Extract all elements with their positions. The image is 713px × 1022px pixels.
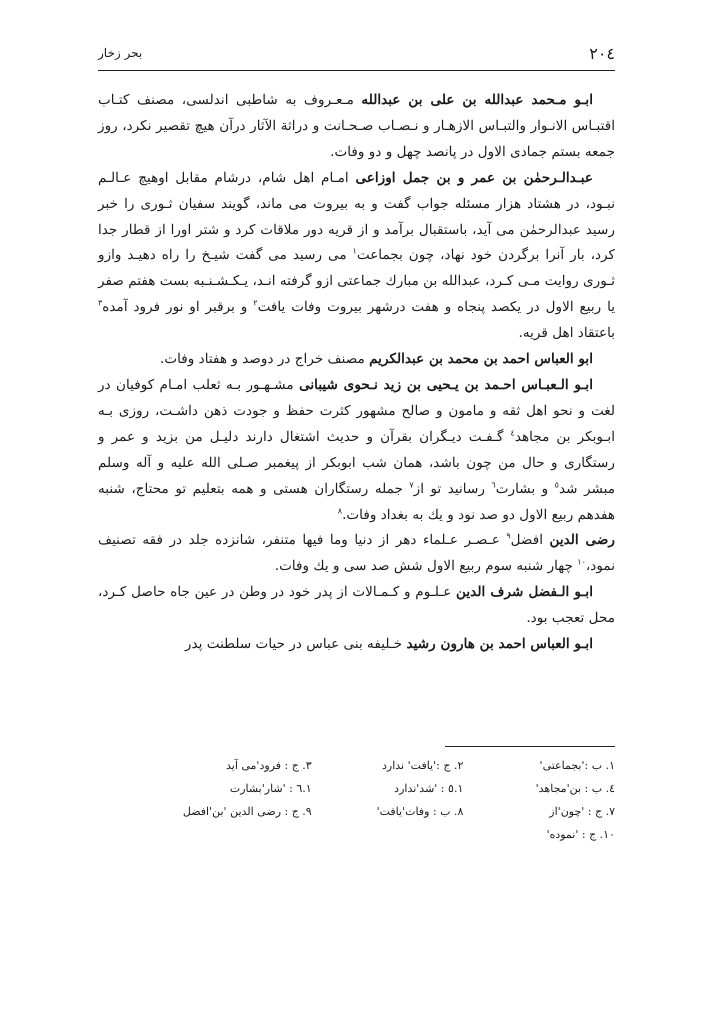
footnote [312, 823, 464, 846]
paragraph [98, 88, 615, 166]
footnote: ۷. ج : 'چون'از [549, 805, 615, 818]
footnote-ref[interactable]: ٦ [491, 480, 496, 490]
paragraph-text: باعتقاد اهل قریه. [518, 325, 615, 342]
footnote-ref[interactable]: ۸ [337, 505, 343, 515]
main-text [98, 88, 615, 658]
paragraph [98, 528, 615, 580]
footnote-ref[interactable]: ۱۰ [577, 557, 586, 567]
paragraph-text: عـصـر عـلماء دهر از دنیا وما فیها متنفر، شانزده جلد در فقه تصنیف نمود، [98, 532, 615, 575]
person-name: ابـو الـعبـاس احـمد بن یـحیی بن زید نـحوی شیبانی [299, 376, 593, 393]
footnote-ref[interactable]: ۳ [98, 298, 103, 308]
footnote: ۹. ج : رضی الدین 'بن'افضل [182, 805, 312, 818]
person-name: عبـدالـرحمٰن بن عمر و بن جمل اوزاعی [355, 169, 593, 186]
footnote-ref[interactable]: ۱ [352, 246, 357, 256]
footnote-divider [445, 746, 615, 747]
paragraph [98, 347, 615, 373]
paragraph-text: مـعـروف به شاطبی اندلسی، مصنف کتـاب اقتبـاس الانـوار والتبـاس الازهـار و نـصـاب صـحـانت و دراثة الآثار درآن هیچ تقصیر نکرد، روز جمعه بستم جمادی الاول در پانصد چهل و دو وفات. [98, 92, 615, 160]
footnote-ref[interactable]: ٤ [510, 428, 515, 438]
footnote-ref[interactable]: ۲ [253, 298, 258, 308]
footnote-ref[interactable]: ٥ [554, 480, 559, 490]
paragraph-text: و برقبر او نور فرود آمده [102, 299, 254, 316]
paragraph-text: مصنف خراج در دوصد و هفتاد وفات. [160, 351, 370, 368]
paragraph-text: عـلـوم و کـمـالات از پدر خود در وطن در عین جاه حاصل کـرد، محل تعجب بود. [98, 584, 615, 627]
footnote-ref[interactable]: ۹ [506, 531, 511, 541]
paragraph-text: رسانید تو از [413, 480, 492, 497]
paragraph-text: و بشارت [495, 480, 555, 497]
footnote: ٤. ب : بن'مجاهد' [535, 782, 615, 795]
paragraph-text: جمله رستگاران هستی و همه بتعلیم تو محتاج، شنبه هفدهم ربیع الاول دو صد نود و یك به بغداد وفات. [98, 480, 615, 523]
footnote: ۱.٦ : 'شار'بشارت [229, 782, 312, 795]
footnote-row [160, 823, 615, 846]
paragraph [98, 166, 615, 347]
paragraph-text: گـفـت دیـگران بقرآن و حدیث اشتغال دارند دلیـل من بزید و عمر و رستگاری و حال من چون باشد، همان شب ابوبکر از پیغمبر صـلی الله علیه و آله وسلم مبشر شد [98, 428, 615, 497]
paragraph [98, 580, 615, 632]
paragraph-text: می رسید می گفت شیـخ را راه دهیـد وازو ثـوری روایت مـی کـرد، عبدالله بن مبارك جماعتی ازو گرفته انـد، یـکـشـنـبه بست هفتم صفر یا ربیع الاول در یکصد پنجاه و هفت درشهر بیروت وفات یافت [98, 247, 615, 316]
person-name: ابو العباس احمد بن محمد بن عبدالکریم [369, 351, 593, 368]
paragraph-text: خـلیفه بنی عباس در حیات سلطنت پدر [184, 636, 407, 653]
footnote: ۱. ب :'بجماعتی' [539, 759, 615, 772]
page-header [98, 42, 615, 71]
footnote: ۳. ج : فرود'می آید [225, 759, 312, 772]
person-name: ابـو مـحمد عبدالله بن علی بن عبدالله [361, 92, 593, 108]
person-name: ابـو العباس احمد بن هارون رشید [406, 636, 593, 653]
footnote: ۱.٥ : 'شد'ندارد [394, 782, 464, 795]
paragraph-text: مشـهـور بـه ثعلب امـام کوفیان در لغت و نحو اهل ثقه و مامون و صالح مشهور کثرت حفظ و جودت ذهن داشـت، روزی بـه ابـوبکر بن مجاهد [98, 376, 615, 445]
footnote-row [160, 754, 615, 777]
paragraph-text: چهار شنبه سوم ربیع الاول شش صد سی و یك وفات. [274, 558, 578, 575]
footnote-row [160, 800, 615, 823]
paragraph [98, 632, 615, 658]
footnote-ref[interactable]: ۷ [409, 480, 414, 490]
person-name: رضی الدین [549, 532, 615, 549]
footnote [160, 823, 312, 846]
footnote: ۱۰. ج : 'نموده' [546, 828, 615, 841]
person-name: ابـو الـفضل شرف الدین [456, 584, 593, 601]
footnotes [160, 754, 615, 846]
footnote: ۲. ج :'یافت' ندارد [382, 759, 464, 772]
running-title: بحر زخار [98, 46, 143, 60]
footnote: ۸. ب : وفات'یافت' [376, 805, 464, 818]
paragraph-text: افضل [510, 532, 550, 549]
paragraph [98, 373, 615, 528]
paragraph-text: امـام اهل شام، درشام مقابل اوهیچ عـالـم نبـود، در هشتاد هزار مسئله جواب گفت و به بیروت می ماند، گویند سفیان ثـوری را خبر رسید عبدالرحمٰن می آید، باستقبال برآمد و از قریه دور ملاقات کرد و شتر اورا از قطار جدا کرد، بار آنرا برگردن خود نهاد، چون بجماعت [98, 169, 615, 264]
page-number: ۲۰٤ [589, 44, 615, 63]
footnote-row [160, 777, 615, 800]
